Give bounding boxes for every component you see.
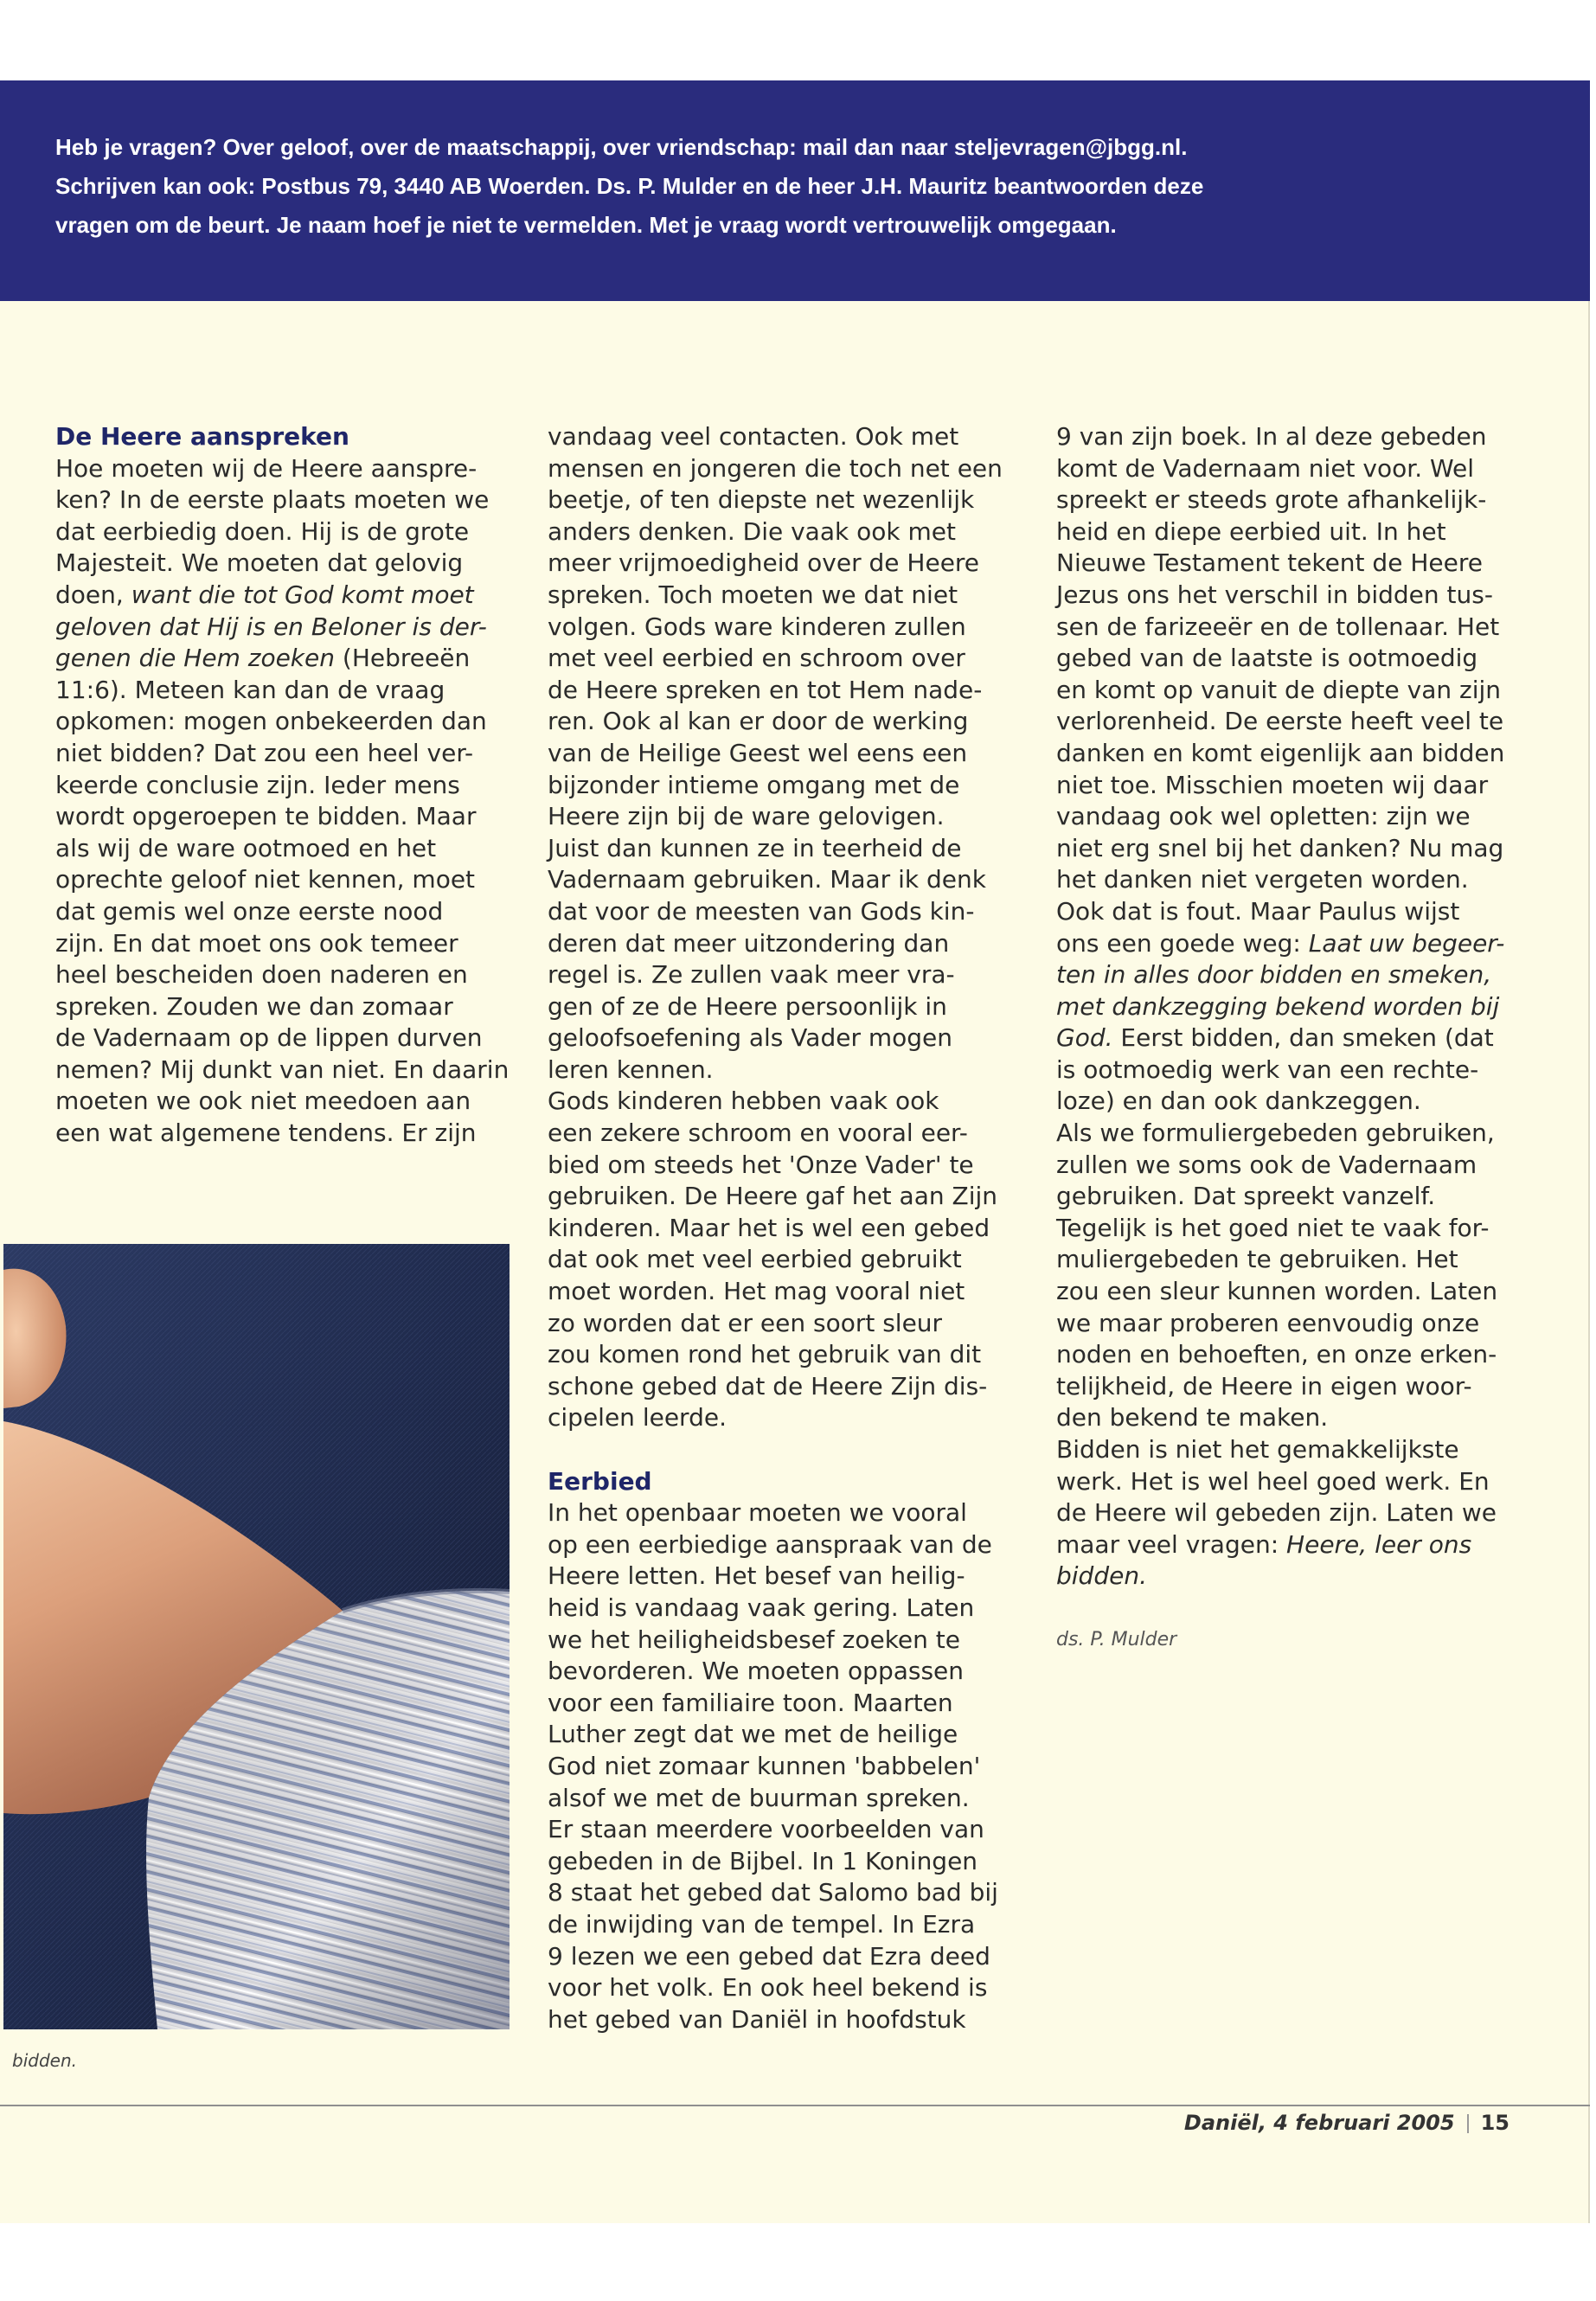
text-line: de Heere spreken en tot Hem nade- xyxy=(548,675,983,704)
article-section xyxy=(548,1466,1041,2036)
italic-text: geloven dat Hij is en Beloner is der- xyxy=(55,612,487,641)
text-line: dat gemis wel onze eerste nood xyxy=(55,896,444,926)
section-heading: De Heere aanspreken xyxy=(55,422,349,451)
text-line: op een eerbiedige aanspraak van de xyxy=(548,1529,992,1559)
text-line: noden en behoeften, en onze erken- xyxy=(1056,1340,1497,1369)
page-number: 15 xyxy=(1480,2111,1509,2135)
text-line: de Heere wil gebeden zijn. Laten we xyxy=(1056,1498,1497,1528)
text-line: spreekt er steeds grote afhankelijk- xyxy=(1056,485,1487,515)
text-line: als wij de ware ootmoed en het xyxy=(55,833,437,862)
text-line: loze) en dan ook dankzeggen. xyxy=(1056,1086,1421,1116)
article-section xyxy=(1056,421,1558,1593)
text-line: meer vrijmoedigheid over de Heere xyxy=(548,548,980,578)
text-line: gebed van de laatste is ootmoedig xyxy=(1056,644,1478,673)
text-line: niet erg snel bij het danken? Nu mag xyxy=(1056,833,1504,862)
text-line: zijn. En dat moet ons ook temeer xyxy=(55,928,458,958)
text-line: Hoe moeten wij de Heere aanspre- xyxy=(55,453,478,483)
text-line: we maar proberen eenvoudig onze xyxy=(1056,1308,1480,1337)
text-line: Vadernaam gebruiken. Maar ik denk xyxy=(548,865,986,894)
footer-separator xyxy=(1467,2114,1469,2133)
footer-rule xyxy=(0,2105,1590,2106)
photo-hand-sleeve xyxy=(3,1244,510,2029)
italic-text: Laat uw begeer- xyxy=(1308,928,1505,958)
text-segment: maar veel vragen: xyxy=(1056,1529,1287,1559)
article-section xyxy=(55,421,540,1150)
text-line: Als we formuliergebeden gebruiken, xyxy=(1056,1118,1495,1148)
text-line: moet worden. Het mag vooral niet xyxy=(548,1277,965,1306)
text-line: vandaag ook wel opletten: zijn we xyxy=(1056,802,1471,831)
page-footer xyxy=(1184,2109,1509,2137)
text-line: met veel eerbied en schroom over xyxy=(548,644,965,673)
text-line: Gods kinderen hebben vaak ook xyxy=(548,1086,939,1116)
text-segment: (Hebreeën xyxy=(335,644,471,673)
text-line: Majesteit. We moeten dat gelovig xyxy=(55,548,464,578)
text-line: niet bidden? Dat zou een heel ver- xyxy=(55,738,474,767)
author-signature: ds. P. Mulder xyxy=(1056,1628,1177,1650)
text-line: verlorenheid. De eerste heeft veel te xyxy=(1056,707,1504,736)
text-line: zou komen rond het gebruik van dit xyxy=(548,1340,982,1369)
text-line: is ootmoedig werk van een rechte- xyxy=(1056,1054,1479,1084)
photo-illustration xyxy=(3,1244,510,2029)
text-line: vandaag veel contacten. Ook met xyxy=(548,422,959,451)
text-line: Ook dat is fout. Maar Paulus wijst xyxy=(1056,896,1460,926)
text-line: God niet zomaar kunnen 'babbelen' xyxy=(548,1751,981,1780)
text-segment: doen, xyxy=(55,580,131,609)
text-line: de Vadernaam op de lippen durven xyxy=(55,1023,483,1053)
text-line: Nieuwe Testament tekent de Heere xyxy=(1056,548,1483,578)
header-line: Heb je vragen? Over geloof, over de maatschappij, over vriendschap: mail dan naar steljevragen@jbgg.nl. xyxy=(55,134,1188,160)
text-line: spreken. Zouden we dan zomaar xyxy=(55,991,453,1021)
text-line: oprechte geloof niet kennen, moet xyxy=(55,865,476,894)
text-line: anders denken. Die vaak ook met xyxy=(548,516,956,546)
italic-text: met dankzegging bekend worden bij xyxy=(1056,991,1500,1021)
text-line: mensen en jongeren die toch net een xyxy=(548,453,1003,483)
italic-text: God. xyxy=(1056,1023,1113,1053)
text-line: den bekend te maken. xyxy=(1056,1403,1329,1433)
text-line: heid en diepe eerbied uit. In het xyxy=(1056,516,1446,546)
text-line: Juist dan kunnen ze in teerheid de xyxy=(548,833,962,862)
text-line: Er staan meerdere voorbeelden van xyxy=(548,1815,984,1844)
text-line: 9 van zijn boek. In al deze gebeden xyxy=(1056,422,1487,451)
text-line: zou een sleur kunnen worden. Laten xyxy=(1056,1277,1498,1306)
text-line: een zekere schroom en vooral eer- xyxy=(548,1118,968,1148)
article-column-3 xyxy=(1056,421,1558,1656)
text-line: van de Heilige Geest wel eens een xyxy=(548,738,968,767)
text-line: sen de farizeeër en de tollenaar. Het xyxy=(1056,612,1500,641)
text-line: bevorderen. We moeten oppassen xyxy=(548,1657,965,1686)
publication-date: Daniël, 4 februari 2005 xyxy=(1183,2111,1455,2135)
text-line: zo worden dat er een soort sleur xyxy=(548,1308,943,1337)
text-line: bijzonder intieme omgang met de xyxy=(548,770,960,799)
text-line: 11:6). Meteen kan dan de vraag xyxy=(55,675,445,704)
text-line: gebeden in de Bijbel. In 1 Koningen xyxy=(548,1846,978,1875)
italic-text: ten in alles door bidden en smeken, xyxy=(1056,960,1492,990)
text-line: een wat algemene tendens. Er zijn xyxy=(55,1118,477,1148)
text-line: beetje, of ten diepste net wezenlijk xyxy=(548,485,975,515)
text-line: voor een familiaire toon. Maarten xyxy=(548,1688,953,1717)
text-line: danken en komt eigenlijk aan bidden xyxy=(1056,738,1505,767)
text-line xyxy=(1056,959,1558,991)
text-line xyxy=(1056,991,1558,1023)
text-line: ken? In de eerste plaats moeten we xyxy=(55,485,490,515)
header-line: vragen om de beurt. Je naam hoef je niet te vermelden. Met je vraag wordt vertrouwelijk omgegaan. xyxy=(55,212,1117,238)
text-line: heid is vandaag vaak gering. Laten xyxy=(548,1593,975,1622)
text-line xyxy=(1056,928,1558,960)
text-line: Heere letten. Het besef van heilig- xyxy=(548,1561,965,1591)
text-line xyxy=(1056,1529,1558,1561)
text-line: Tegelijk is het goed niet te vaak for- xyxy=(1056,1213,1490,1242)
text-line xyxy=(1056,1561,1558,1593)
text-line: keerde conclusie zijn. Ieder mens xyxy=(55,770,460,799)
text-line: geloofsoefening als Vader mogen xyxy=(548,1023,953,1053)
text-line: Heere zijn bij de ware gelovigen. xyxy=(548,802,945,831)
text-line: spreken. Toch moeten we dat niet xyxy=(548,580,958,609)
text-line: de inwijding van de tempel. In Ezra xyxy=(548,1909,976,1939)
text-line: telijkheid, de Heere in eigen woor- xyxy=(1056,1371,1472,1400)
text-line: moeten we ook niet meedoen aan xyxy=(55,1086,471,1116)
text-line: niet toe. Misschien moeten wij daar xyxy=(1056,770,1489,799)
text-line: volgen. Gods ware kinderen zullen xyxy=(548,612,966,641)
article-column-1 xyxy=(55,421,540,1150)
text-line: het gebed van Daniël in hoofdstuk xyxy=(548,2004,966,2034)
text-line: gebruiken. De Heere gaf het aan Zijn xyxy=(548,1182,998,1211)
italic-text: bidden. xyxy=(1056,1561,1147,1591)
text-line: alsof we met de buurman spreken. xyxy=(548,1783,970,1812)
text-line xyxy=(55,612,540,644)
text-line: gen of ze de Heere persoonlijk in xyxy=(548,991,947,1021)
text-line: Luther zegt dat we met de heilige xyxy=(548,1720,958,1749)
text-line: 8 staat het gebed dat Salomo bad bij xyxy=(548,1878,998,1907)
text-line: ren. Ook al kan er door de werking xyxy=(548,707,969,736)
text-line: Jezus ons het verschil in bidden tus- xyxy=(1056,580,1493,609)
text-segment: ons een goede weg: xyxy=(1056,928,1309,958)
text-line: zullen we soms ook de Vadernaam xyxy=(1056,1150,1477,1179)
text-line: bied om steeds het 'Onze Vader' te xyxy=(548,1150,974,1179)
italic-text: Heere, leer ons xyxy=(1286,1529,1472,1559)
text-line: dat eerbiedig doen. Hij is de grote xyxy=(55,516,470,546)
text-line: heel bescheiden doen naderen en xyxy=(55,960,468,990)
italic-text: want die tot God komt moet xyxy=(131,580,474,609)
text-line: In het openbaar moeten we vooral xyxy=(548,1498,967,1528)
text-line: voor het volk. En ook heel bekend is xyxy=(548,1973,988,2003)
text-line: deren dat meer uitzondering dan xyxy=(548,928,950,958)
article-column-2 xyxy=(548,421,1041,2035)
text-line xyxy=(55,643,540,675)
text-line: het danken niet vergeten worden. xyxy=(1056,865,1469,894)
text-line: 9 lezen we een gebed dat Ezra deed xyxy=(548,1941,990,1971)
text-line: dat voor de meesten van Gods kin- xyxy=(548,896,975,926)
text-line: nemen? Mij dunkt van niet. En daarin xyxy=(55,1054,510,1084)
italic-text: genen die Hem zoeken xyxy=(55,644,335,673)
text-line: leren kennen. xyxy=(548,1054,714,1084)
article-section xyxy=(548,421,1041,1434)
header-line: Schrijven kan ook: Postbus 79, 3440 AB Woerden. Ds. P. Mulder en de heer J.H. Mauritz beantwoorden deze xyxy=(55,173,1204,199)
text-line: Bidden is niet het gemakkelijkste xyxy=(1056,1435,1459,1464)
text-line: muliergebeden te gebruiken. Het xyxy=(1056,1245,1458,1274)
text-line: schone gebed dat de Heere Zijn dis- xyxy=(548,1371,988,1400)
header-intro xyxy=(55,128,1203,245)
text-line: opkomen: mogen onbekeerden dan xyxy=(55,707,487,736)
text-line: kinderen. Maar het is wel een gebed xyxy=(548,1213,990,1242)
photo-caption: bidden. xyxy=(12,2050,77,2071)
text-line: gebruiken. Dat spreekt vanzelf. xyxy=(1056,1182,1436,1211)
text-line xyxy=(1056,1022,1558,1054)
text-line: regel is. Ze zullen vaak meer vra- xyxy=(548,960,955,990)
text-line xyxy=(55,580,540,612)
text-line: wordt opgeroepen te bidden. Maar xyxy=(55,802,477,831)
section-heading: Eerbied xyxy=(548,1466,652,1496)
text-line: en komt op vanuit de diepte van zijn xyxy=(1056,675,1501,704)
text-line: cipelen leerde. xyxy=(548,1403,727,1433)
text-segment: Eerst bidden, dan smeken (dat xyxy=(1112,1023,1494,1053)
text-line: we het heiligheidsbesef zoeken te xyxy=(548,1625,960,1654)
text-line: werk. Het is wel heel goed werk. En xyxy=(1056,1466,1490,1496)
text-line: komt de Vadernaam niet voor. Wel xyxy=(1056,453,1475,483)
text-line: dat ook met veel eerbied gebruikt xyxy=(548,1245,962,1274)
